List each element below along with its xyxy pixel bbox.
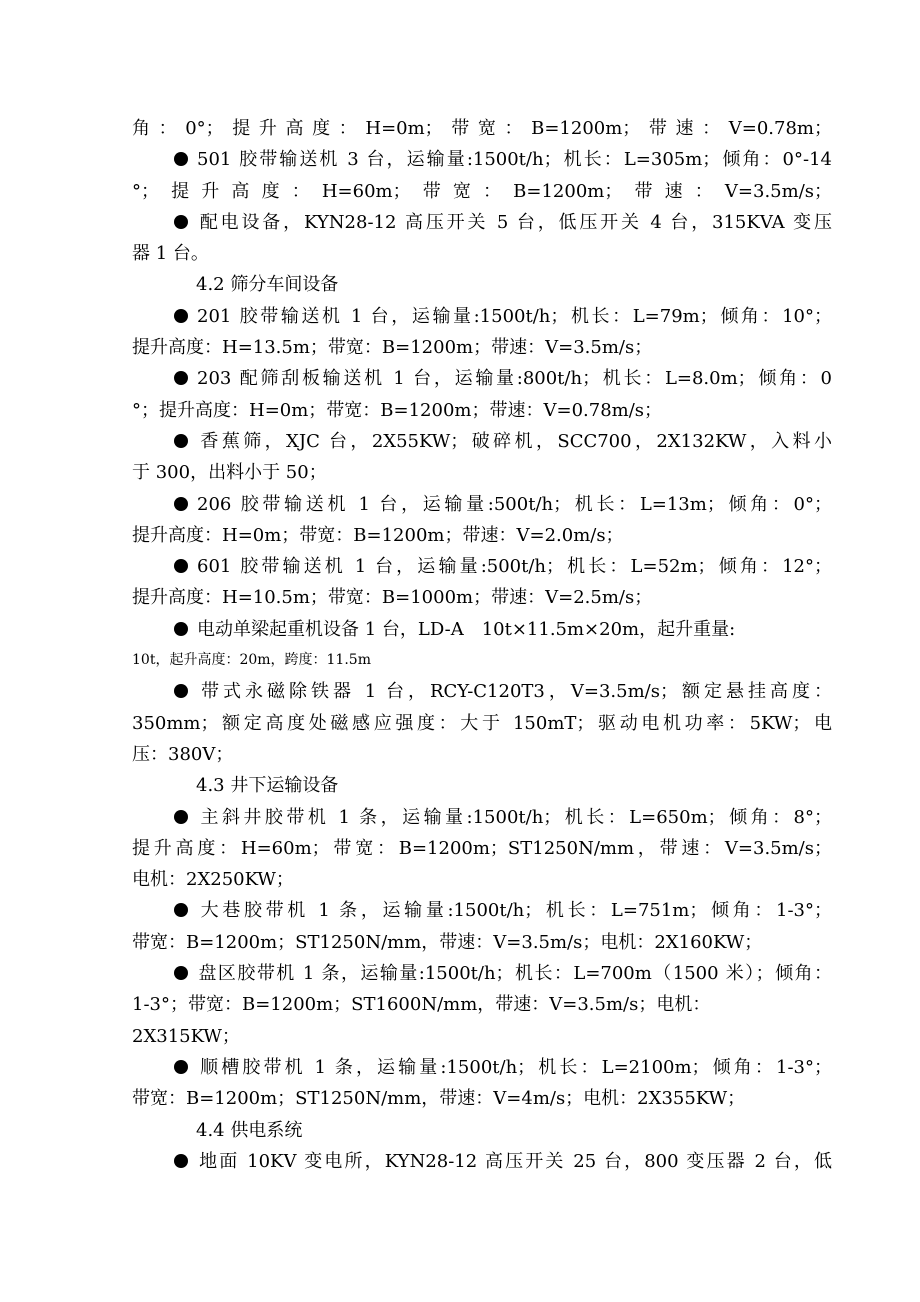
bullet-text: 大巷胶带机 1 条，运输量:1500t/h；机长：L=751m；倾角：1-3°；: [197, 900, 832, 922]
bullet-line: [132, 895, 832, 926]
bullet-line: [132, 614, 832, 645]
text-line: °；提升高度：H=60m；带宽：B=1200m；带速：V=3.5m/s；: [132, 180, 832, 202]
bullet-text: 203 配筛刮板输送机 1 台，运输量:800t/h；机长：L=8.0m；倾角：0: [197, 368, 832, 390]
bullet-line: [132, 1146, 832, 1177]
bullet-line: [132, 676, 832, 707]
bullet-icon: [174, 434, 188, 448]
bullet-icon: [174, 903, 188, 917]
text-line: 带宽：B=1200m；ST1250N/mm，带速：V=3.5m/s；电机：2X160KW；: [132, 931, 763, 953]
bullet-icon: [174, 309, 188, 323]
text-line: 1-3°；带宽：B=1200m；ST1600N/mm，带速：V=3.5m/s；电机：: [132, 994, 711, 1016]
bullet-icon: [174, 810, 188, 824]
bullet-icon: [174, 684, 188, 698]
bullet-text: 顺槽胶带机 1 条，运输量:1500t/h；机长：L=2100m；倾角：1-3°；: [197, 1056, 832, 1078]
bullet-line: [132, 144, 832, 175]
bullet-text: 配电设备，KYN28-12 高压开关 5 台，低压开关 4 台，315KVA 变压: [197, 211, 832, 233]
text-line: 器 1 台。: [132, 243, 209, 265]
bullet-line: [132, 958, 832, 989]
text-line: 2X315KW；: [132, 1025, 240, 1047]
section-heading: 4.4 供电系统: [196, 1119, 303, 1141]
text-line: 压：380V；: [132, 743, 234, 765]
text-line: 350mm；额定高度处磁感应强度：大于 150mT；驱动电机功率：5KW；电: [132, 712, 832, 734]
bullet-text: 201 胶带输送机 1 台，运输量:1500t/h；机长：L=79m；倾角：10°；: [197, 305, 832, 327]
bullet-icon: [174, 966, 188, 980]
text-line: 于 300，出料小于 50；: [132, 462, 327, 484]
text-line: 提升高度：H=60m；带宽：B=1200m；ST1250N/mm，带速：V=3.5m/s；: [132, 837, 832, 859]
text-line: 提升高度：H=0m；带宽：B=1200m；带速：V=2.0m/s；: [132, 524, 624, 546]
text-line: 电机：2X250KW；: [132, 869, 294, 891]
text-line: 提升高度：H=10.5m；带宽：B=1000m；带速：V=2.5m/s；: [132, 587, 653, 609]
text-line: 提升高度：H=13.5m；带宽：B=1200m；带速：V=3.5m/s；: [132, 337, 653, 359]
section-heading: 4.3 井下运输设备: [196, 775, 339, 797]
bullet-line: [132, 1052, 832, 1083]
bullet-text: 盘区胶带机 1 条，运输量:1500t/h；机长：L=700m（1500 米）；倾角：: [197, 963, 832, 985]
text-line: °；提升高度：H=0m；带宽：B=1200m；带速：V=0.78m/s；: [132, 399, 663, 421]
bullet-icon: [174, 1154, 188, 1168]
bullet-line: [132, 489, 832, 520]
bullet-line: [132, 301, 832, 332]
bullet-line: [132, 426, 832, 457]
bullet-text: 带式永磁除铁器 1 台，RCY-C120T3，V=3.5m/s；额定悬挂高度：: [197, 681, 832, 703]
bullet-line: [132, 802, 832, 833]
bullet-text: 601 胶带输送机 1 台，运输量:500t/h；机长：L=52m；倾角：12°；: [197, 556, 832, 578]
bullet-icon: [174, 622, 188, 636]
bullet-icon: [174, 371, 188, 385]
bullet-text: 主斜井胶带机 1 条，运输量:1500t/h；机长：L=650m；倾角：8°；: [197, 806, 832, 828]
bullet-icon: [174, 1060, 188, 1074]
bullet-text: 501 胶带输送机 3 台，运输量:1500t/h；机长：L=305m；倾角：0°-14: [197, 149, 832, 171]
bullet-line: [132, 363, 832, 394]
bullet-icon: [174, 497, 188, 511]
bullet-text: 地面 10KV 变电所，KYN28-12 高压开关 25 台，800 变压器 2 台，低: [197, 1150, 832, 1172]
bullet-text: 电动单梁起重机设备 1 台，LD-A 10t×11.5m×20m，起升重量:: [197, 618, 736, 640]
bullet-text: 香蕉筛，XJC 台，2X55KW；破碎机，SCC700，2X132KW，入料小: [197, 430, 832, 452]
bullet-text: 206 胶带输送机 1 台，运输量:500t/h；机长：L=13m；倾角：0°；: [197, 493, 832, 515]
text-line: 带宽：B=1200m；ST1250N/mm，带速：V=4m/s；电机：2X355KW；: [132, 1088, 746, 1110]
bullet-icon: [174, 152, 188, 166]
bullet-icon: [174, 215, 188, 229]
bullet-line: [132, 207, 832, 238]
document-page: [132, 113, 832, 1177]
bullet-line: [132, 551, 832, 582]
text-line: 角：0°；提升高度：H=0m；带宽：B=1200m；带速：V=0.78m；: [132, 118, 832, 139]
section-heading: 4.2 筛分车间设备: [196, 274, 339, 296]
text-line: 10t，起升高度：20m，跨度：11.5m: [132, 652, 371, 669]
bullet-icon: [174, 559, 188, 573]
